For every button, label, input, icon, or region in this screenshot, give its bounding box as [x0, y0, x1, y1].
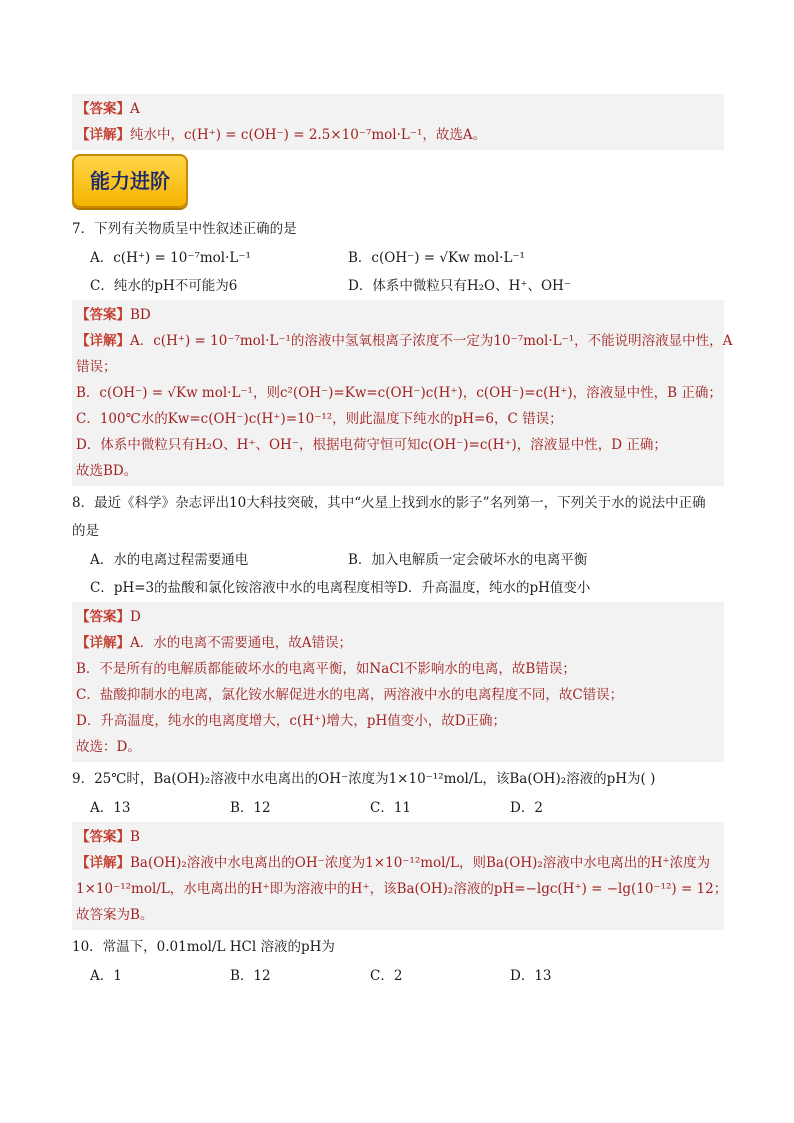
q10-option-a: A．1 — [90, 968, 122, 984]
worksheet-page — [72, 94, 733, 990]
q6-answer-block — [72, 94, 724, 150]
q7-detail-line-4: C．100℃水的Kw=c(OH⁻)c(H⁺)=10⁻¹²，则此温度下纯水的pH=6，C 错误； — [76, 411, 563, 427]
q10-options-row — [72, 962, 724, 990]
q8-options-row-1 — [72, 546, 724, 574]
q8-detail-line-3: C．盐酸抑制水的电离，氯化铵水解促进水的电离，两溶液中水的电离程度不同，故C错误； — [76, 687, 624, 703]
q7-stem: 7．下列有关物质呈中性叙述正确的是 — [72, 221, 297, 237]
q9-option-a: A．13 — [90, 800, 131, 816]
q10-option-c: C．2 — [370, 968, 403, 984]
q8-detail-line-4: D．升高温度，纯水的电离度增大，c(H⁺)增大，pH值变小，故D正确； — [76, 713, 507, 729]
q10-option-b: B．12 — [230, 968, 271, 984]
q10-stem: 10．常温下，0.01mol/L HCl 溶液的pH为 — [72, 939, 335, 955]
q7-option-d: D．体系中微粒只有H₂O、H⁺、OH⁻ — [348, 278, 571, 294]
q9-answer: B — [130, 829, 140, 845]
detail-label: 【详解】 — [76, 855, 130, 871]
q9-detail-1: Ba(OH)₂溶液中水电离出的OH⁻浓度为1×10⁻¹²mol/L，则Ba(OH)₂溶液中水电离出的H⁺浓度为 — [130, 855, 711, 871]
q8-detail-line-1 — [76, 630, 720, 656]
q8-answer: D — [130, 609, 141, 625]
answer-label: 【答案】 — [76, 829, 130, 845]
q9-answer-line — [76, 824, 720, 850]
q8-detail-line-5: 故选：D。 — [76, 739, 141, 755]
q8-stem-line-2: 的是 — [72, 523, 99, 539]
q6-answer-line — [76, 96, 720, 122]
q8-option-b: B．加入电解质一定会破坏水的电离平衡 — [348, 552, 588, 568]
q7-detail-line-1 — [76, 328, 733, 354]
q7-option-a: A．c(H⁺) = 10⁻⁷mol·L⁻¹ — [90, 250, 251, 266]
q9-detail-line-2: 1×10⁻¹²mol/L，水电离出的H⁺即为溶液中的H⁺，该Ba(OH)₂溶液的pH=−lgc(H⁺) = −lg(10⁻¹²) = 12； — [76, 881, 728, 897]
q9-option-c: C．11 — [370, 800, 412, 816]
q7-detail-line-3: B．c(OH⁻) = √Kw mol·L⁻¹，则c²(OH⁻)=Kw=c(OH⁻)c(H⁺)，c(OH⁻)=c(H⁺)，溶液显中性，B 正确； — [76, 385, 722, 401]
q9-detail-line-1 — [76, 850, 720, 876]
q6-answer: A — [130, 101, 140, 117]
q9-option-b: B．12 — [230, 800, 271, 816]
detail-label: 【详解】 — [76, 127, 130, 143]
q8-option-c: C．pH=3的盐酸和氯化铵溶液中水的电离程度相等 — [90, 580, 398, 596]
q6-detail: 纯水中，c(H⁺) = c(OH⁻) = 2.5×10⁻⁷mol·L⁻¹，故选A。 — [130, 127, 487, 143]
q6-detail-line — [76, 122, 720, 148]
detail-label: 【详解】 — [76, 635, 130, 651]
q9-options-row — [72, 794, 724, 822]
detail-label: 【详解】 — [76, 333, 130, 349]
q7-answer-line — [76, 302, 720, 328]
q10-option-d: D．13 — [510, 968, 552, 984]
answer-label: 【答案】 — [76, 307, 130, 323]
answer-label: 【答案】 — [76, 609, 130, 625]
q7-options-row-1 — [72, 244, 724, 272]
q7-detail-line-5: D．体系中微粒只有H₂O、H⁺、OH⁻，根据电荷守恒可知c(OH⁻)=c(H⁺)，溶液显中性，D 正确； — [76, 437, 667, 453]
q7-detail-line-2: 错误； — [76, 359, 117, 375]
q9-option-d: D．2 — [510, 800, 543, 816]
q7-options-row-2 — [72, 272, 724, 300]
q8-option-a: A．水的电离过程需要通电 — [90, 552, 249, 568]
q7-detail-1: A．c(H⁺) = 10⁻⁷mol·L⁻¹的溶液中氢氧根离子浓度不一定为10⁻⁷mol·L⁻¹，不能说明溶液显中性，A — [130, 333, 733, 349]
q8-answer-block — [72, 602, 724, 762]
q8-detail-line-2: B．不是所有的电解质都能破坏水的电离平衡，如NaCl不影响水的电离，故B错误； — [76, 661, 576, 677]
q7-option-c: C．纯水的pH不可能为6 — [90, 278, 238, 294]
q9-stem: 9．25℃时，Ba(OH)₂溶液中水电离出的OH⁻浓度为1×10⁻¹²mol/L，该Ba(OH)₂溶液的pH为( ) — [72, 771, 656, 787]
q9-answer-block — [72, 822, 728, 930]
q9-detail-line-3: 故答案为B。 — [76, 907, 154, 923]
q8-options-row-2 — [72, 574, 724, 602]
section-badge-wrap — [72, 154, 724, 206]
q7-answer: BD — [130, 307, 151, 323]
q8-detail-1: A．水的电离不需要通电，故A错误； — [130, 635, 352, 651]
q7-detail-line-6: 故选BD。 — [76, 463, 138, 479]
section-badge: 能力进阶 — [72, 154, 188, 208]
answer-label: 【答案】 — [76, 101, 130, 117]
q8-option-d: D．升高温度，纯水的pH值变小 — [397, 580, 591, 596]
q7-answer-block — [72, 300, 733, 486]
q8-stem-line-1: 8．最近《科学》杂志评出10大科技突破，其中“火星上找到水的影子”名列第一，下列关于水的说法中正确 — [72, 495, 706, 511]
q8-answer-line — [76, 604, 720, 630]
q7-option-b: B．c(OH⁻) = √Kw mol·L⁻¹ — [348, 250, 525, 266]
